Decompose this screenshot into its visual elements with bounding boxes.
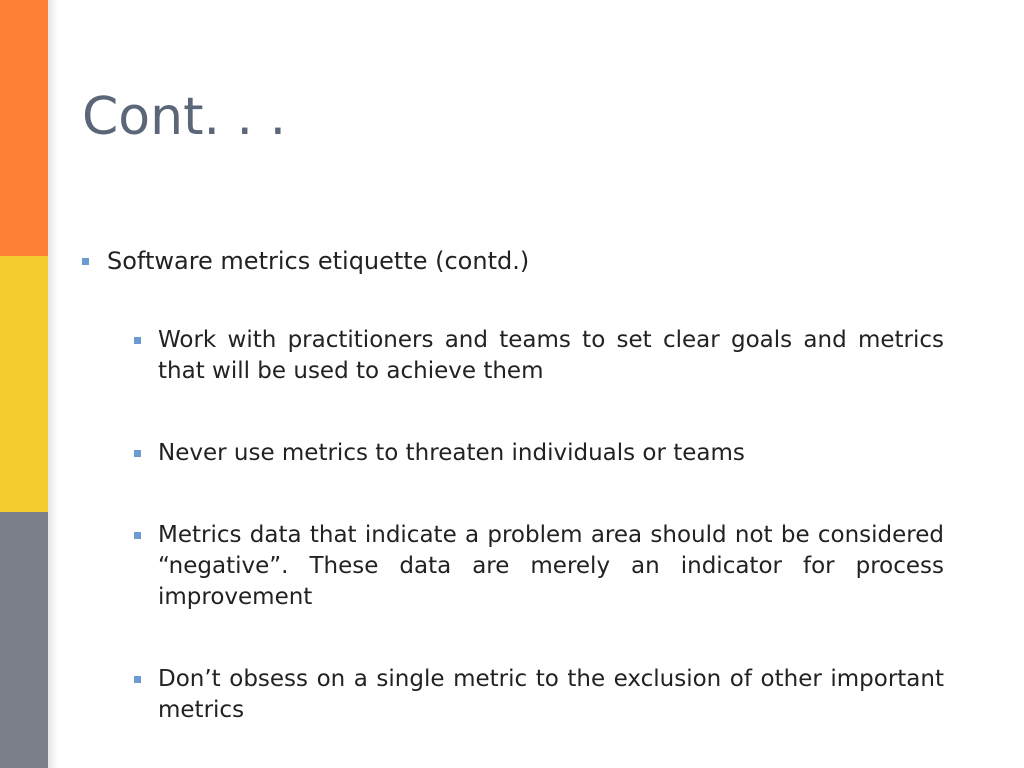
square-bullet-icon bbox=[134, 337, 141, 344]
square-bullet-icon bbox=[82, 258, 89, 265]
square-bullet-icon bbox=[134, 676, 141, 683]
sub-bullet-text: Metrics data that indicate a problem area should not be considered “negative”. These data are merely an indicator for process improvement bbox=[158, 522, 944, 610]
side-bar-orange-band bbox=[0, 0, 48, 256]
slide-title: Cont. . . bbox=[82, 87, 287, 147]
side-bar-shadow bbox=[48, 0, 58, 768]
sub-bullet-text: Work with practitioners and teams to set clear goals and metrics that will be used to achieve them bbox=[158, 327, 944, 384]
sub-bullet-text: Don’t obsess on a single metric to the exclusion of other important metrics bbox=[158, 666, 944, 723]
sub-bullet-2 bbox=[134, 438, 944, 469]
bullet-level-1 bbox=[82, 246, 944, 277]
sub-bullet-1 bbox=[134, 325, 944, 387]
square-bullet-icon bbox=[134, 532, 141, 539]
square-bullet-icon bbox=[134, 450, 141, 457]
sub-bullet-3 bbox=[134, 520, 944, 613]
side-bar-yellow-band bbox=[0, 256, 48, 512]
bullet-text: Software metrics etiquette (contd.) bbox=[107, 247, 530, 275]
sub-bullet-4 bbox=[134, 664, 944, 726]
side-bar-gray-band bbox=[0, 512, 48, 768]
sub-bullet-text: Never use metrics to threaten individuals or teams bbox=[158, 440, 745, 466]
side-color-bar bbox=[0, 0, 48, 768]
slide-content bbox=[82, 246, 944, 726]
